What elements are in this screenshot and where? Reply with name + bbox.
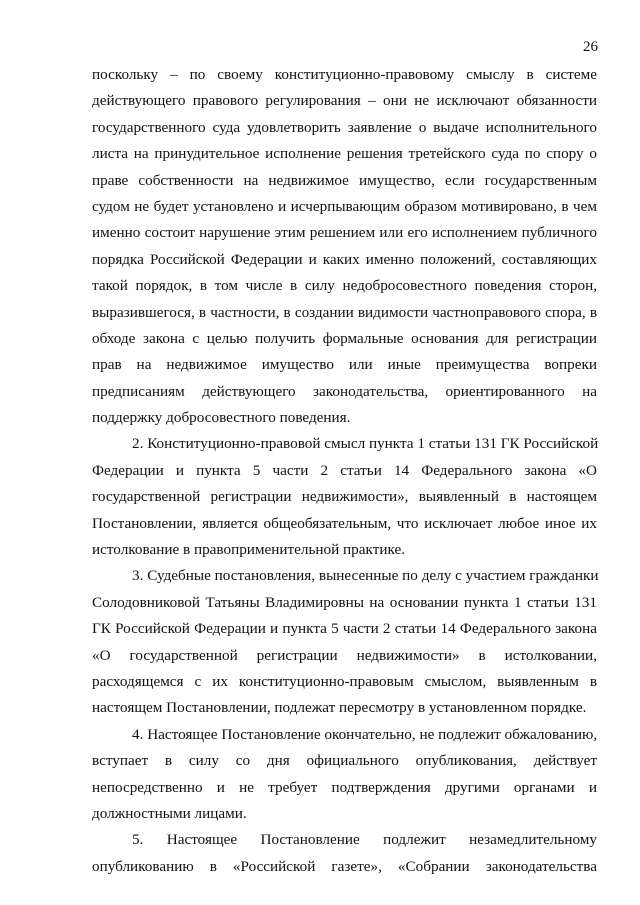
text-line: должностными лицами.: [92, 804, 247, 822]
paragraph-item-5: [92, 827, 597, 880]
text-line: поскольку – по своему конституционно-правовому смыслу в системе: [92, 66, 597, 83]
paragraph-item-3: [92, 563, 597, 721]
document-body: [92, 62, 597, 880]
text-line: 4. Настоящее Постановление окончательно, не подлежит обжалованию,: [132, 725, 598, 743]
text-line: государственной регистрации недвижимости», выявленный в настоящем: [92, 488, 597, 506]
text-line: порядка Российской Федерации и каких именно положений, составляющих: [92, 250, 597, 268]
text-line: выразившегося, в частности, в создании видимости частноправового спора, в: [92, 303, 597, 321]
text-line: праве собственности на недвижимое имущество, если государственным: [92, 171, 597, 189]
text-line: вступает в силу со дня официального опубликования, действует: [92, 752, 597, 770]
text-line: именно состоит нарушение этим решением или его исполнением публичного: [92, 224, 597, 242]
text-line: ГК Российской Федерации и пункта 5 части 2 статьи 14 Федерального закона: [92, 620, 597, 638]
text-line: Федерации и пункта 5 части 2 статьи 14 Федерального закона «О: [92, 461, 597, 479]
text-line: государственного суда удовлетворить заявление о выдаче исполнительного: [92, 118, 597, 136]
text-line: предписаниям действующего законодательства, ориентированного на: [92, 382, 597, 400]
text-line: «О государственной регистрации недвижимости» в истолковании,: [92, 646, 597, 664]
text-line: Постановлении, является общеобязательным, что исключает любое иное их: [92, 514, 597, 532]
text-line: непосредственно и не требует подтверждения другими органами и: [92, 778, 597, 796]
text-line: 3. Судебные постановления, вынесенные по делу с участием гражданки: [132, 567, 599, 585]
text-line: истолкование в правоприменительной практике.: [92, 541, 406, 559]
paragraph-item-2: [92, 431, 597, 563]
text-line: опубликованию в «Российской газете», «Собрании законодательства: [92, 857, 597, 875]
text-line: листа на принудительное исполнение решения третейского суда по спору о: [92, 145, 597, 163]
text-line: настоящем Постановлении, подлежат пересмотру в установленном порядке.: [92, 699, 587, 717]
text-line: обходе закона с целью получить формальные основания для регистрации: [92, 329, 597, 347]
text-line: такой порядок, в том числе в силу недобросовестного поведения сторон,: [92, 277, 597, 295]
page-number: 26: [583, 39, 598, 55]
text-line: судом не будет установлено и исчерпывающим образом мотивировано, в чем: [92, 197, 597, 215]
paragraph-item-4: [92, 722, 597, 828]
text-line: 2. Конституционно-правовой смысл пункта 1 статьи 131 ГК Российской: [132, 435, 599, 453]
text-line: прав на недвижимое имущество или иные преимущества вопреки: [92, 356, 597, 374]
text-line: расходящемся с их конституционно-правовым смыслом, выявленным в: [92, 672, 597, 690]
paragraph-continuation: [92, 62, 597, 431]
text-line: действующего правового регулирования – они не исключают обязанности: [92, 92, 597, 110]
text-line: поддержку добросовестного поведения.: [92, 409, 351, 427]
text-line: Солодовниковой Татьяны Владимировны на основании пункта 1 статьи 131: [92, 593, 597, 611]
text-line: 5. Настоящее Постановление подлежит незамедлительному: [132, 831, 597, 849]
